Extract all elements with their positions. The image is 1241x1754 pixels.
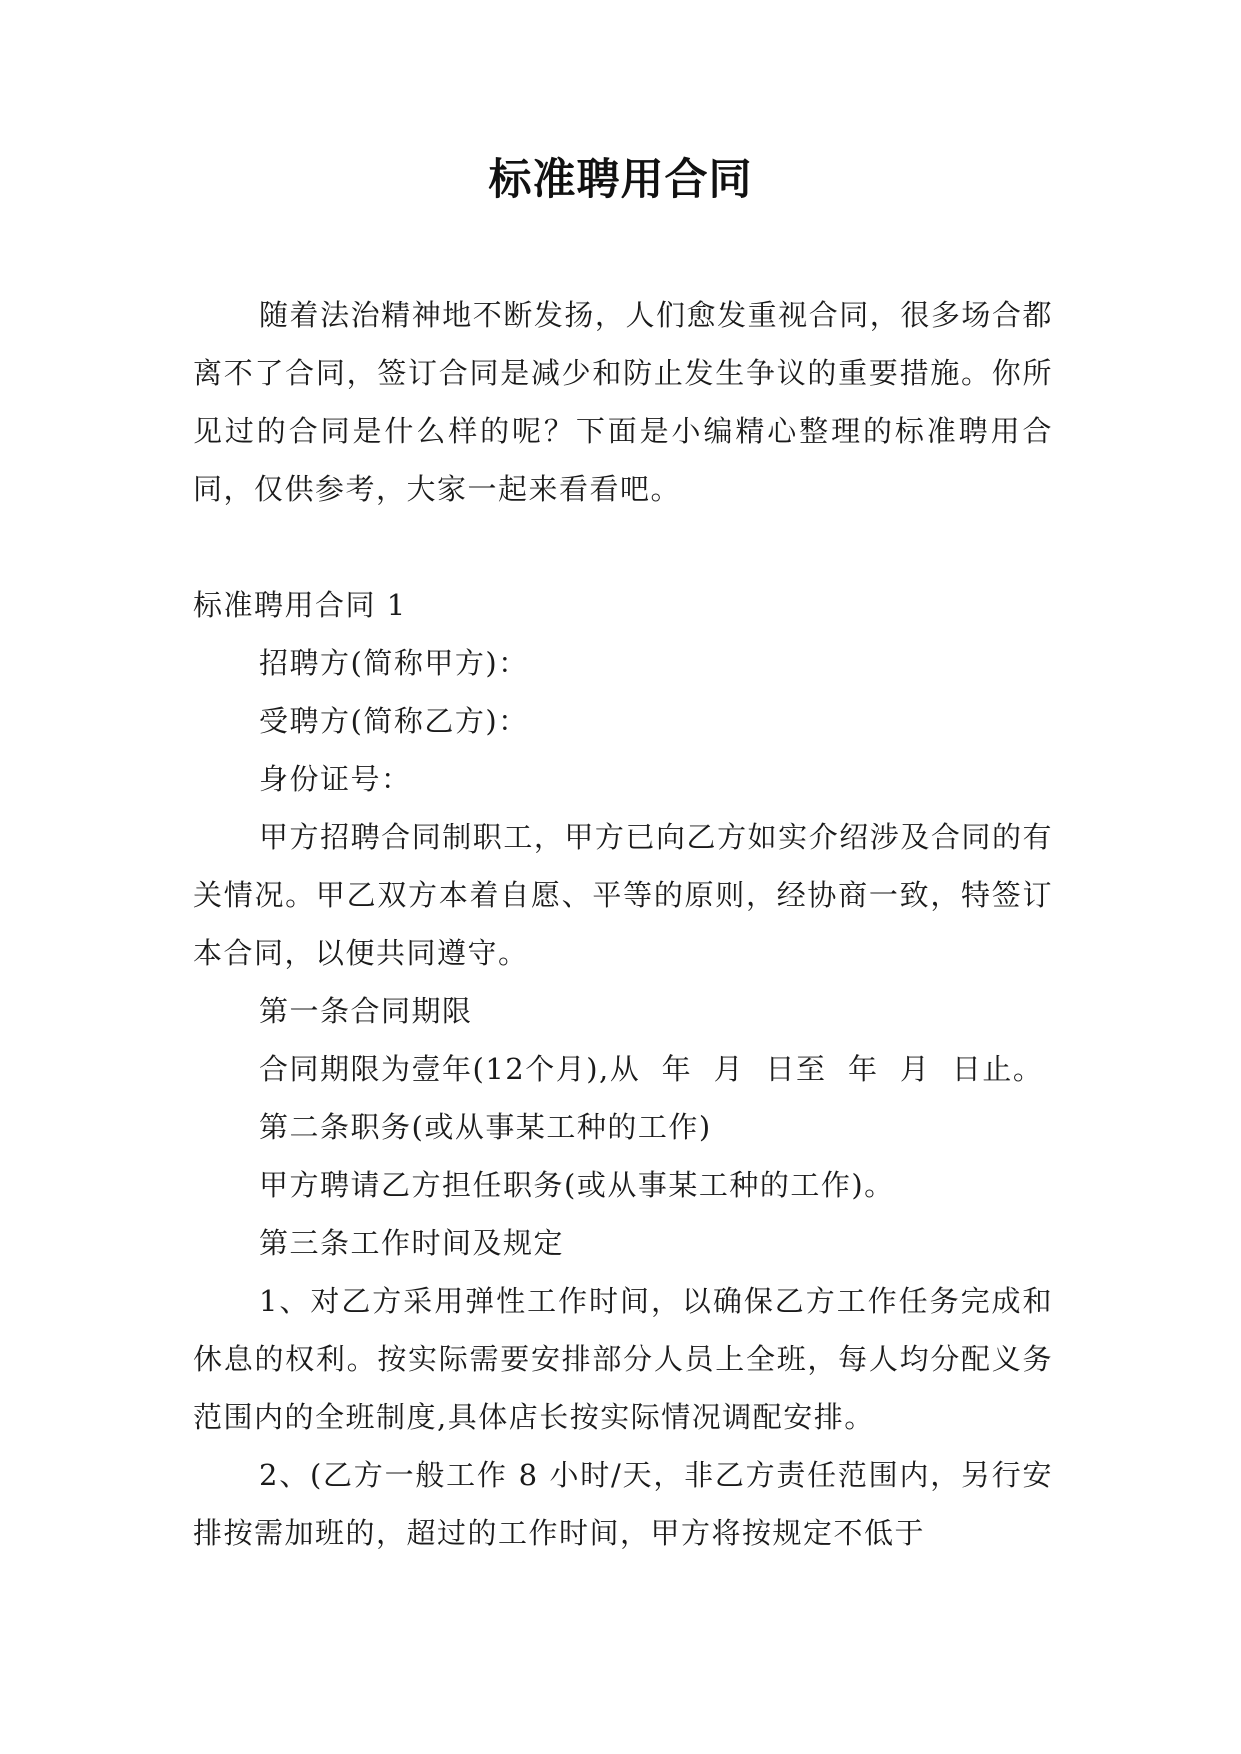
article-3-heading: 第三条工作时间及规定 [259,1226,565,1260]
article-2-heading: 第二条职务(或从事某工种的工作) [259,1110,712,1144]
article-2-text: 甲方聘请乙方担任职务(或从事某工种的工作)。 [259,1168,895,1202]
section-heading: 标准聘用合同 1 [193,588,407,622]
paragraph-employer: 招聘方(简称甲方)： [259,646,529,680]
document-title: 标准聘用合同 [488,155,753,205]
paragraph-preamble: 甲方招聘合同制职工，甲方已向乙方如实介绍涉及合同的有关情况。甲乙双方本着自愿、平等的原则，经协商一致，特签订本合同，以便共同遵守。 [193,820,1053,970]
intro-paragraph: 随着法治精神地不断发扬，人们愈发重视合同，很多场合都离不了合同，签订合同是减少和防止发生争议的重要措施。你所见过的合同是什么样的呢？下面是小编精心整理的标准聘用合同，仅供参考，大家一起来看看吧。 [193,298,1053,506]
article-3-item-2: 2、(乙方一般工作 8 小时/天，非乙方责任范围内，另行安排按需加班的，超过的工作时间，甲方将按规定不低于 [193,1458,1053,1550]
paragraph-id-number: 身份证号： [259,762,412,796]
document-body [193,286,1053,1562]
article-1-text: 合同期限为壹年(12个月),从 年 月 日至 年 月 日止。 [259,1052,1044,1086]
article-3-item-1: 1、对乙方采用弹性工作时间，以确保乙方工作任务完成和休息的权利。按实际需要安排部分人员上全班，每人均分配义务范围内的全班制度,具体店长按实际情况调配安排。 [193,1284,1053,1434]
paragraph-employee: 受聘方(简称乙方)： [259,704,529,738]
article-1-heading: 第一条合同期限 [259,994,473,1028]
